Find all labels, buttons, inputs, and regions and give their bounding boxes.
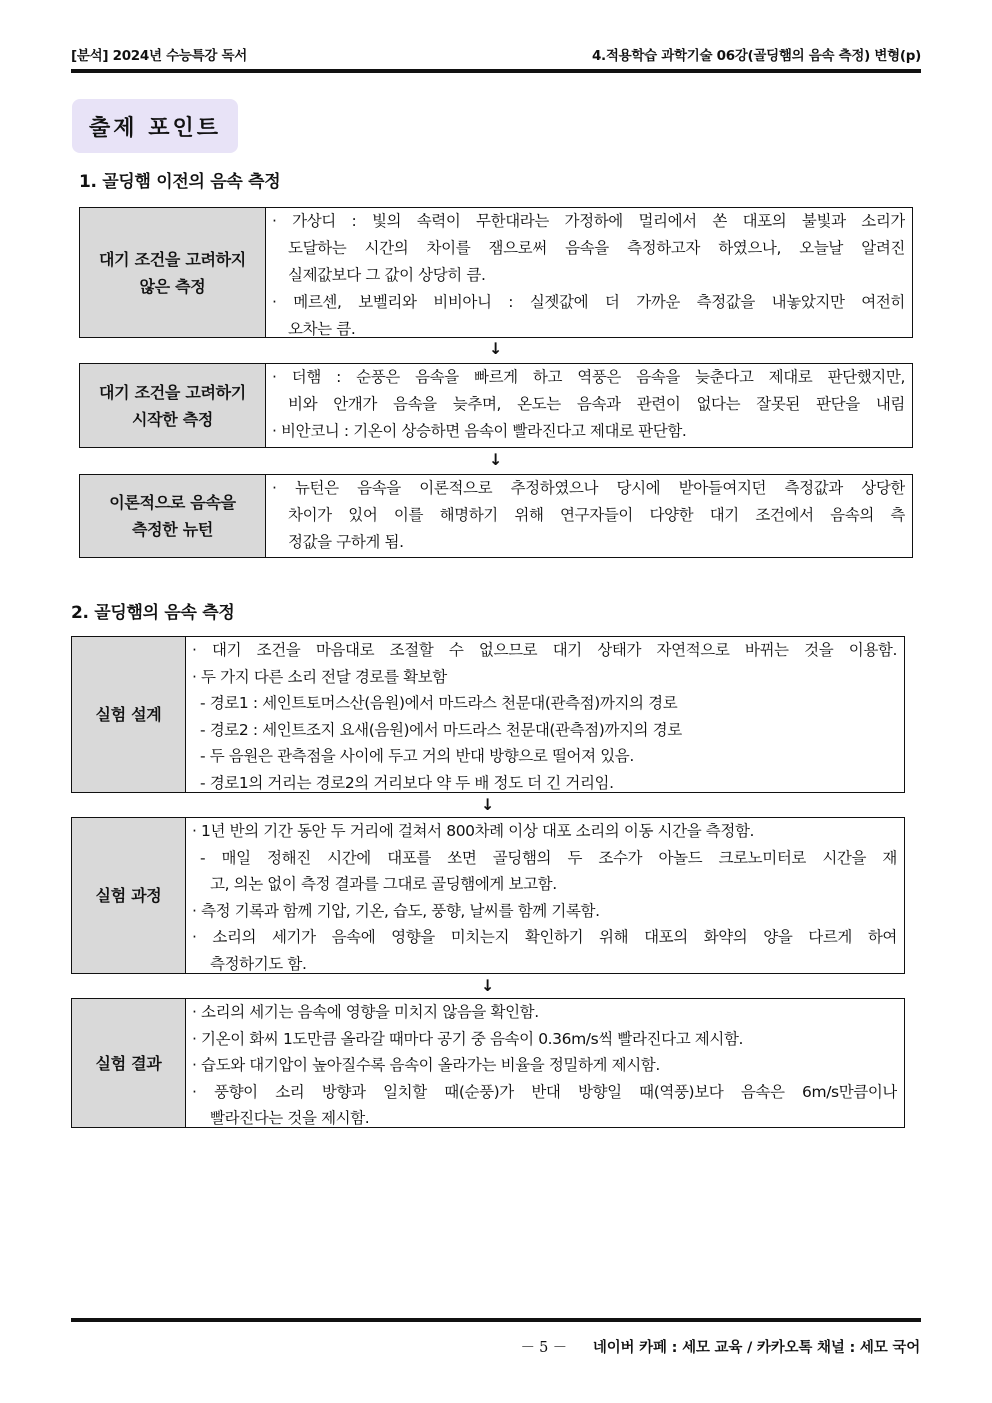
s1-row-1-label [80,208,266,337]
s2-row-2 [71,817,905,974]
s1-row-1-content [266,208,912,337]
content-line: - 두 음원은 관측점을 사이에 두고 거의 반대 방향으로 떨어져 있음. [200,747,634,765]
content-line: · 메르센, 보벨리와 비비아니 : 실젯값에 더 가까운 측정값을 내놓았지만 여전히 [272,293,905,311]
down-arrow-icon: ↓ [489,339,503,358]
content-line: 비와 안개가 음속을 늦추며, 온도는 음속과 관련이 없다는 잘못된 판단을 내림 [288,395,905,413]
content-line: 정값을 구하게 됨. [288,533,404,551]
s2-row-1-label [72,637,186,792]
page-footer [520,1336,920,1357]
content-line: 오차는 큼. [288,320,356,338]
s1-row-3-content [266,475,912,557]
label-line: 시작한 측정 [131,409,214,429]
label-line: 실험 설계 [95,705,162,724]
content-line: - 매일 정해진 시간에 대포를 쏘면 골딩햄의 두 조수가 아놀드 크로노미터로 시간을 재 [200,848,897,867]
content-line: · 비안코니 : 기온이 상승하면 음속이 빨라진다고 제대로 판단함. [272,422,687,440]
s2-row-1-content [186,637,904,792]
label-line: 대기 조건을 고려하기 [99,382,246,402]
label-line: 측정한 뉴턴 [131,520,214,539]
header-left: [분석] 2024년 수능특강 독서 [71,48,247,64]
content-line: 차이가 있어 이를 해명하기 위해 연구자들이 다양한 대기 조건에서 음속의 측 [288,506,905,524]
s1-row-2-content [266,364,912,447]
content-line: - 경로1의 거리는 경로2의 거리보다 약 두 배 정도 더 긴 거리임. [200,773,614,792]
s2-row-2-label [72,818,186,973]
s2-row-2-content [186,818,904,973]
content-line: · 더햄 : 순풍은 음속을 빠르게 하고 역풍은 음속을 늦춘다고 제대로 판단했지만, [272,368,905,386]
content-line: · 대기 조건을 마음대로 조절할 수 없으므로 대기 상태가 자연적으로 바뀌는 것을 이용함. [192,641,897,659]
s2-row-1 [71,636,905,793]
section1-title: 1. 골딩햄 이전의 음속 측정 [79,172,281,192]
s2-row-3-content [186,999,904,1127]
label-line: 않은 측정 [139,276,206,296]
content-line: 실제값보다 그 값이 상당히 큼. [288,266,486,284]
content-line: 고, 의논 없이 측정 결과를 그대로 골딩햄에게 보고함. [210,875,557,893]
content-line: - 경로1 : 세인트토머스산(음원)에서 마드라스 천문대(관측점)까지의 경로 [200,694,678,712]
s1-row-3 [79,474,913,558]
point-box: 출제 포인트 [72,99,238,153]
down-arrow-icon: ↓ [481,795,495,814]
content-line: 측정하기도 함. [210,954,307,973]
label-line: 대기 조건을 고려하지 [99,249,246,269]
s1-row-3-label [80,475,266,557]
content-line: · 소리의 세기가 음속에 영향을 미치는지 확인하기 위해 대포의 화약의 양을 다르게 하여 [192,928,897,946]
s2-row-3-label [72,999,186,1127]
content-line: 도달하는 시간의 차이를 잼으로써 음속을 측정하고자 하였으나, 오늘날 알려진 [288,239,905,257]
content-line: · 풍향이 소리 방향과 일치할 때(순풍)가 반대 방향일 때(역풍)보다 음속은 6m/s만큼이나 [192,1082,897,1101]
footer-text: 네이버 카페 : 세모 교육 / 카카오톡 채널 : 세모 국어 [592,1340,920,1356]
content-line: - 경로2 : 세인트조지 요새(음원)에서 마드라스 천문대(관측점)까지의 경로 [200,720,682,739]
s1-row-1 [79,207,913,338]
down-arrow-icon: ↓ [489,450,503,469]
content-line: · 기온이 화씨 1도만큼 올라갈 때마다 공기 중 음속이 0.36m/s씩 빨라진다고 제시함. [192,1029,744,1048]
section2-title: 2. 골딩햄의 음속 측정 [71,603,235,623]
content-line: · 습도와 대기압이 높아질수록 음속이 올라가는 비율을 정밀하게 제시함. [192,1056,660,1074]
header-right: 4.적용학습 과학기술 06강(골딩햄의 음속 측정) 변형(p) [591,48,921,64]
content-line: · 1년 반의 기간 동안 두 거리에 걸쳐서 800차례 이상 대포 소리의 이동 시간을 측정함. [192,822,755,840]
content-line: · 측정 기록과 함께 기압, 기온, 습도, 풍향, 날씨를 함께 기록함. [192,901,600,920]
page-number: － 5 － [520,1340,567,1356]
label-line: 이론적으로 음속을 [109,493,236,512]
content-line: · 뉴턴은 음속을 이론적으로 추정하였으나 당시에 받아들여지던 측정값과 상당한 [272,479,905,497]
s1-row-2-label [80,364,266,447]
content-line: · 두 가지 다른 소리 전달 경로를 확보함 [192,667,447,686]
content-line: 빨라진다는 것을 제시함. [210,1109,370,1127]
down-arrow-icon: ↓ [481,976,495,995]
s1-row-2 [79,363,913,448]
content-line: · 소리의 세기는 음속에 영향을 미치지 않음을 확인함. [192,1003,539,1021]
label-line: 실험 결과 [95,1053,162,1073]
s2-row-3 [71,998,905,1128]
page-header [71,44,921,64]
header-rule [71,69,921,73]
content-line: · 가상디 : 빛의 속력이 무한대라는 가정하에 멀리에서 쏜 대포의 불빛과 소리가 [272,212,905,230]
footer-rule [71,1318,921,1322]
label-line: 실험 과정 [95,886,162,905]
